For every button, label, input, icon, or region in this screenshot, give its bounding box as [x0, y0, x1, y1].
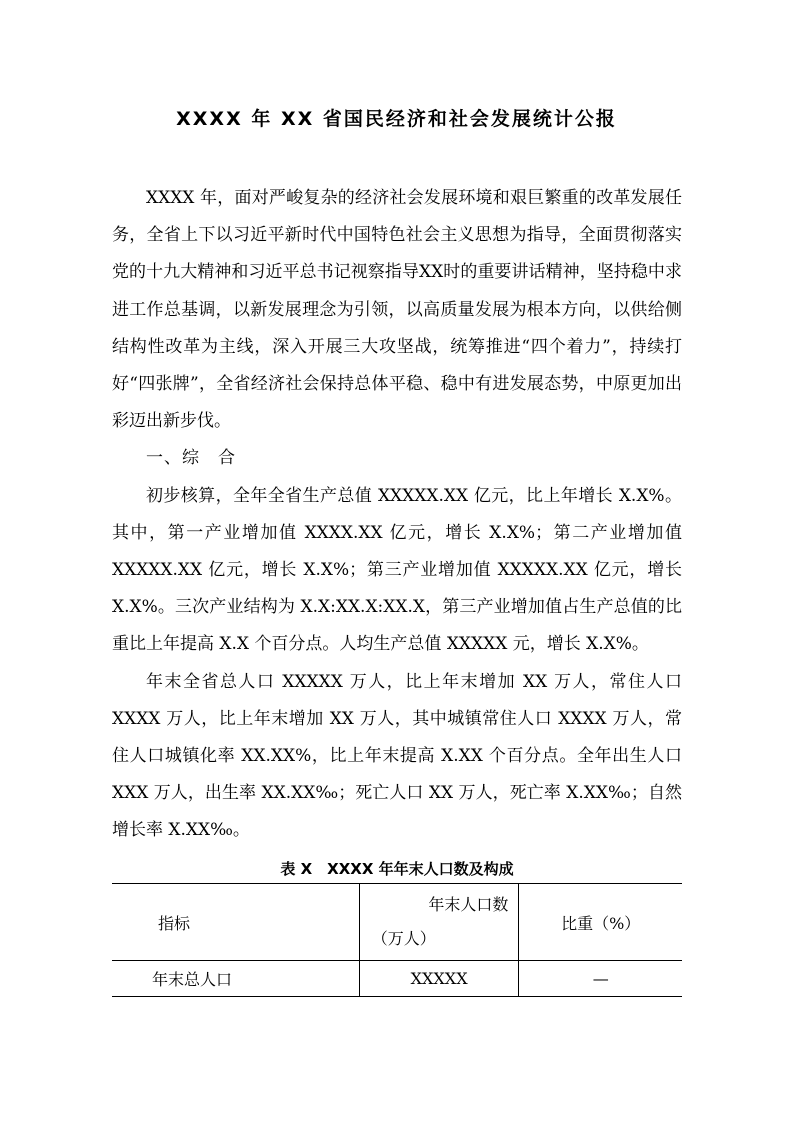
header-share: 比重（%）: [561, 913, 641, 933]
header-count-line1: 年末人口数: [428, 895, 509, 914]
header-indicator: 指标: [158, 913, 191, 933]
cell-count: XXXXX: [359, 961, 519, 997]
intro-paragraph: XXXX 年，面对严峻复杂的经济社会发展环境和艰巨繁重的改革发展任务，全省上下以习近平新时代中国特色社会主义思想为指导，全面贯彻落实党的十九大精神和习近平总书记视察指导XX时的重要讲话精神，坚持稳中求进工作总基调，以新发展理念为引领，以高质量发展为根本方向，以供给侧结构性改革为主线，深入开展三大攻坚战，统筹推进“四个着力”，持续打好“四张牌”，全省经济社会保持总体平稳、稳中有进发展态势，中原更加出彩迈出新步伐。: [112, 188, 682, 432]
gdp-paragraph: 初步核算，全年全省生产总值 XXXXX.XX 亿元，比上年增长 X.X%。其中，第一产业增加值 XXXX.XX 亿元，增长 X.X%；第二产业增加值 XXXXX.XX 亿元，增长 X.X%；第三产业增加值 XXXXX.XX 亿元，增长 X.X%。三次产业结构为 X.X:XX.X:XX.X，第三产业增加值占生产总值的比重比上年提高 X.X 个百分点。人均生产总值 XXXXX 元，增长 X.X%。: [112, 485, 682, 655]
cell-indicator: 年末总人口: [152, 970, 233, 989]
page-title: XXXX 年 XX 省国民经济和社会发展统计公报: [176, 108, 617, 130]
table-caption: 表 X XXXX 年年末人口数及构成: [280, 860, 514, 878]
header-count: [359, 884, 519, 961]
document-body: [112, 180, 682, 850]
population-table: [112, 883, 682, 997]
population-paragraph: 年末全省总人口 XXXXX 万人，比上年末增加 XX 万人，常住人口 XXXX 万人，比上年末增加 XX 万人，其中城镇常住人口 XXXX 万人，常住人口城镇化率 XX.XX%，比上年末提高 X.XX 个百分点。全年出生人口 XXX 万人，出生率 XX.XX‰；死亡人口 XX 万人，死亡率 X.XX‰；自然增长率 X.XX‰。: [112, 671, 682, 841]
table-row: [112, 961, 682, 997]
header-count-line2: （万人）: [371, 929, 436, 948]
table-header-row: [112, 884, 682, 961]
cell-share: —: [592, 969, 609, 988]
section-heading: 一、综 合: [146, 448, 236, 469]
